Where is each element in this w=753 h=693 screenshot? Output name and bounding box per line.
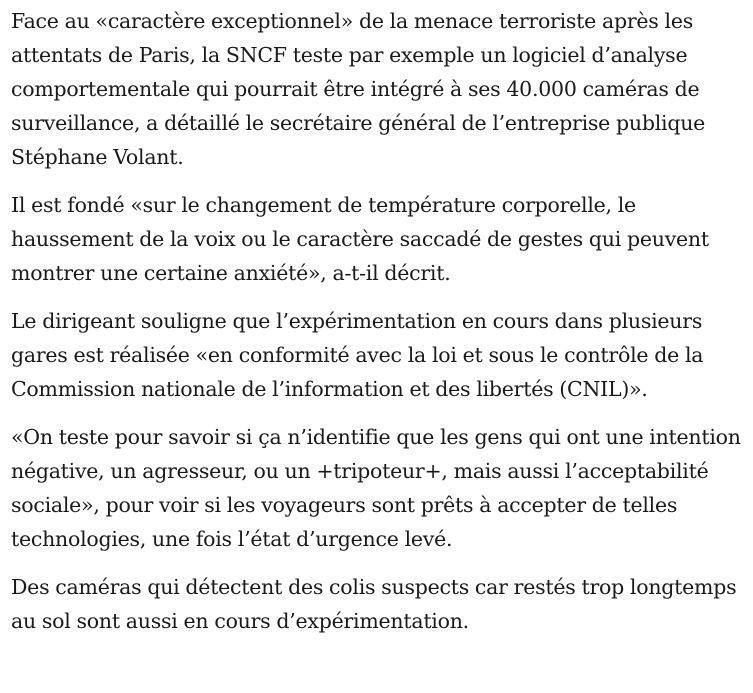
article-body — [11, 0, 751, 638]
text-line: Face au «caractère exceptionnel» de la menace terroriste après les — [11, 9, 693, 33]
text-line: montrer une certaine anxiété», a-t-il décrit. — [11, 261, 451, 285]
text-line: Des caméras qui détectent des colis suspects car restés trop longtemps — [11, 575, 737, 599]
text-line: négative, un agresseur, ou un +tripoteur+, mais aussi l’acceptabilité — [11, 459, 709, 483]
paragraph-1 — [11, 4, 751, 174]
text-line: technologies, une fois l’état d’urgence levé. — [11, 527, 453, 551]
text-line: sociale», pour voir si les voyageurs sont prêts à accepter de telles — [11, 493, 678, 517]
text-line: surveillance, a détaillé le secrétaire général de l’entreprise publique — [11, 111, 706, 135]
paragraph-3 — [11, 304, 751, 406]
text-line: haussement de la voix ou le caractère saccadé de gestes qui peuvent — [11, 227, 709, 251]
text-line: «On teste pour savoir si ça n’identifie que les gens qui ont une intention — [11, 425, 741, 449]
text-line: au sol sont aussi en cours d’expérimentation. — [11, 609, 469, 633]
paragraph-5 — [11, 570, 751, 638]
text-line: comportementale qui pourrait être intégré à ses 40.000 caméras de — [11, 77, 700, 101]
text-line: Commission nationale de l’information et des libertés (CNIL)». — [11, 377, 648, 401]
text-line: attentats de Paris, la SNCF teste par exemple un logiciel d’analyse — [11, 43, 688, 67]
text-line: Le dirigeant souligne que l’expérimentation en cours dans plusieurs — [11, 309, 703, 333]
text-line: Stéphane Volant. — [11, 145, 184, 169]
text-line: gares est réalisée «en conformité avec la loi et sous le contrôle de la — [11, 343, 704, 367]
text-line: Il est fondé «sur le changement de température corporelle, le — [11, 193, 636, 217]
paragraph-2 — [11, 188, 751, 290]
paragraph-4 — [11, 420, 751, 556]
